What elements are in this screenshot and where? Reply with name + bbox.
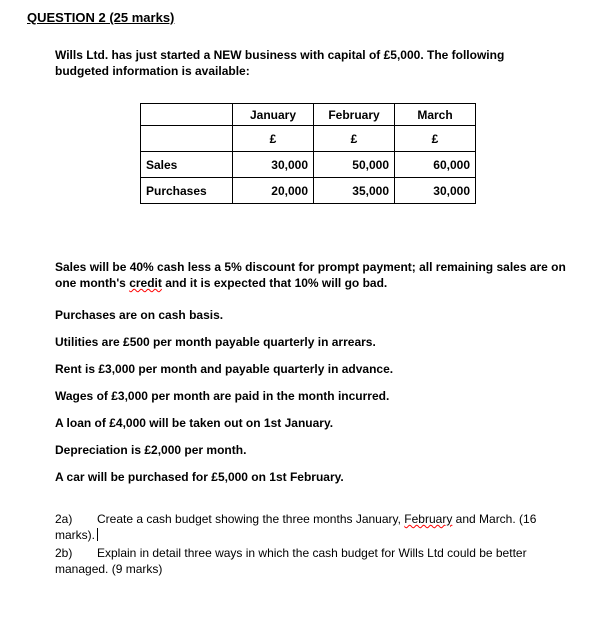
task-2b[interactable] bbox=[55, 545, 567, 577]
note-purchases[interactable]: Purchases are on cash basis. bbox=[55, 308, 224, 322]
month-header-march[interactable]: March bbox=[395, 104, 476, 126]
note-utilities[interactable]: Utilities are £500 per month payable quarterly in arrears. bbox=[55, 335, 376, 349]
row-label-sales[interactable]: Sales bbox=[141, 152, 233, 178]
task-2a-label: 2a) bbox=[55, 512, 73, 526]
month-header-january[interactable]: January bbox=[233, 104, 314, 126]
note-loan[interactable]: A loan of £4,000 will be taken out on 1st January. bbox=[55, 416, 334, 430]
task-2a-post: and March. (16 marks). bbox=[55, 512, 537, 542]
purchases-february-value[interactable]: 35,000 bbox=[314, 178, 395, 204]
question-heading[interactable]: QUESTION 2 (25 marks) bbox=[27, 10, 175, 25]
task-2a[interactable] bbox=[55, 511, 567, 543]
sales-note-post: and it is expected that 10% will go bad. bbox=[161, 276, 388, 290]
sales-march-value[interactable]: 60,000 bbox=[395, 152, 476, 178]
text-cursor bbox=[97, 528, 98, 541]
task-2b-label: 2b) bbox=[55, 546, 73, 560]
task-2b-text: Explain in detail three ways in which the cash budget for Wills Ltd could be better managed. (9 marks) bbox=[55, 546, 527, 576]
spellcheck-word-february: February bbox=[404, 512, 453, 526]
month-header-february[interactable]: February bbox=[314, 104, 395, 126]
table-header-row bbox=[141, 104, 476, 126]
sales-february-value[interactable]: 50,000 bbox=[314, 152, 395, 178]
purchases-january-value[interactable]: 20,000 bbox=[233, 178, 314, 204]
currency-cell-february[interactable]: £ bbox=[314, 126, 395, 152]
sales-note-paragraph[interactable] bbox=[55, 259, 570, 291]
sales-note-pre: Sales will be 40% cash less a 5% discount for prompt payment; all remaining sales are on one month's bbox=[55, 260, 566, 290]
sales-row bbox=[141, 152, 476, 178]
task-2a-pre: Create a cash budget showing the three months January, bbox=[97, 512, 405, 526]
currency-cell-march[interactable]: £ bbox=[395, 126, 476, 152]
budget-table bbox=[140, 103, 476, 204]
currency-row bbox=[141, 126, 476, 152]
tasks-section bbox=[55, 511, 567, 577]
note-car[interactable]: A car will be purchased for £5,000 on 1st February. bbox=[55, 470, 344, 484]
sales-january-value[interactable]: 30,000 bbox=[233, 152, 314, 178]
corner-empty-cell[interactable] bbox=[141, 104, 233, 126]
purchases-march-value[interactable]: 30,000 bbox=[395, 178, 476, 204]
intro-paragraph[interactable]: Wills Ltd. has just started a NEW business with capital of £5,000. The following budgeted information is available: bbox=[55, 48, 505, 78]
empty-cell[interactable] bbox=[141, 126, 233, 152]
spellcheck-word-credit: credit bbox=[129, 276, 162, 290]
note-depreciation[interactable]: Depreciation is £2,000 per month. bbox=[55, 443, 247, 457]
note-wages[interactable]: Wages of £3,000 per month are paid in the month incurred. bbox=[55, 389, 390, 403]
currency-cell-january[interactable]: £ bbox=[233, 126, 314, 152]
note-rent[interactable]: Rent is £3,000 per month and payable quarterly in advance. bbox=[55, 362, 394, 376]
row-label-purchases[interactable]: Purchases bbox=[141, 178, 233, 204]
purchases-row bbox=[141, 178, 476, 204]
